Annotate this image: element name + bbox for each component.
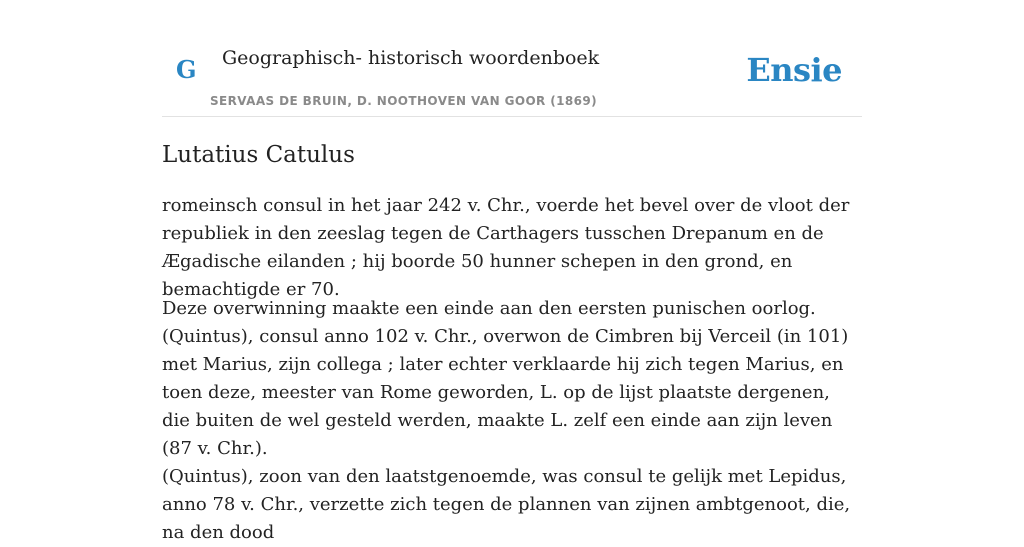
brand-logo[interactable]: Ensie <box>746 51 842 89</box>
book-title[interactable]: Geographisch- historisch woordenboek <box>222 47 600 69</box>
entry-paragraph: (Quintus), zoon van den laatstgenoemde, was consul te gelijk met Lepidus, anno 78 v. Chr., verzette zich tegen de plannen van zijnen ambtgenoot, die, na den dood <box>162 466 851 543</box>
entry-paragraph: Deze overwinning maakte een einde aan den eersten punischen oorlog.(Quintus), consul anno 102 v. Chr., overwon de Cimbren bij Verceil (in 101) met Marius, zijn collega ; later echter verklaarde hij zich tegen Marius, en toen deze, meester van Rome geworden, L. op de lijst plaatste dergenen, die buiten de wel gesteld werden, maakte L. zelf een einde aan zijn leven (87 v. Chr.). <box>162 298 849 459</box>
book-header <box>162 0 862 117</box>
book-author: SERVAAS DE BRUIN, D. NOOTHOVEN VAN GOOR (1869) <box>210 94 598 108</box>
book-letter-icon[interactable]: G <box>176 55 197 84</box>
page-container <box>162 0 862 543</box>
entry-paragraph: romeinsch consul in het jaar 242 v. Chr., voerde het bevel over de vloot der republiek in den zeeslag tegen de Carthagers tusschen Drepanum en de Ægadische eilanden ; hij boorde 50 hunner schepen in den grond, en bemachtigde er 70. <box>162 195 850 300</box>
entry-title: Lutatius Catulus <box>162 142 355 168</box>
